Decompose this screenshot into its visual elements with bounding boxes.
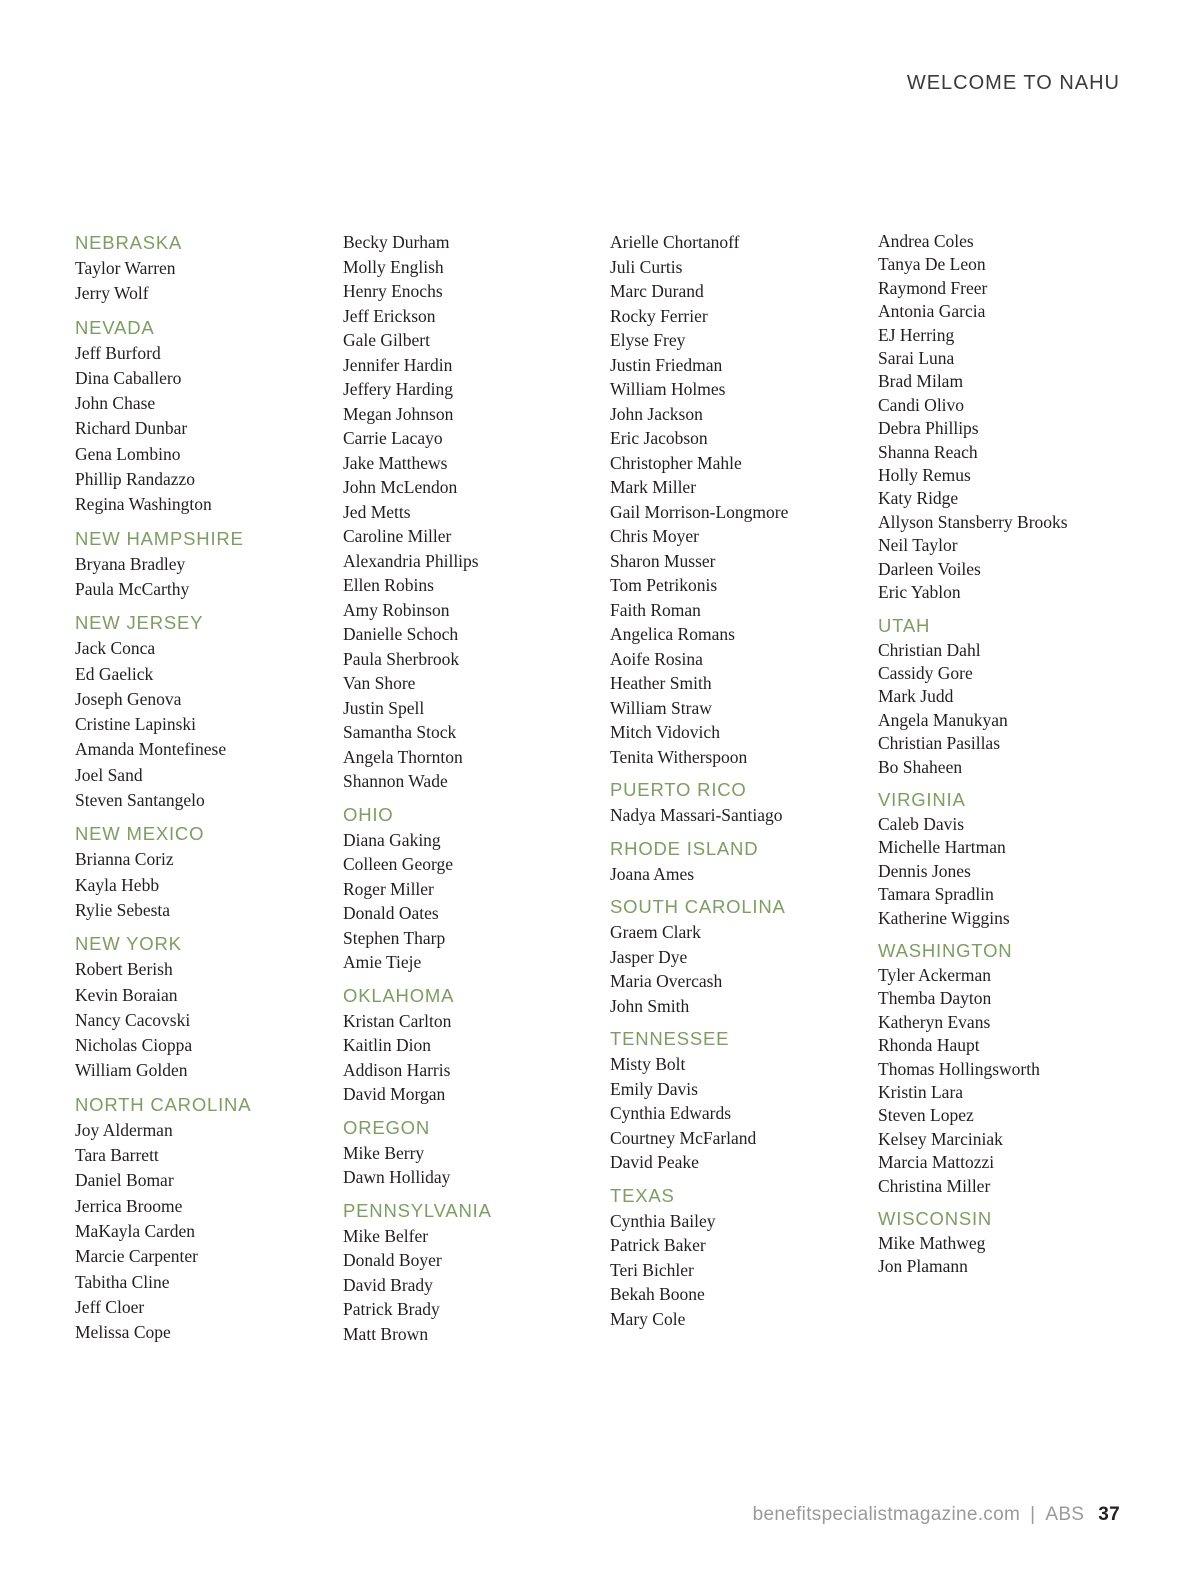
member-name: Joy Alderman (75, 1119, 173, 1140)
member-name: Joseph Genova (75, 688, 182, 709)
member-name: Marcie Carpenter (75, 1246, 198, 1267)
member-name: Phillip Randazzo (75, 469, 196, 490)
member-name: Sharon Musser (610, 550, 716, 571)
member-name: John Jackson (610, 403, 703, 424)
member-name: Cynthia Edwards (610, 1103, 732, 1123)
member-name: Melissa Cope (75, 1322, 171, 1343)
member-name: Antonia Garcia (878, 301, 986, 322)
member-name: Patrick Baker (610, 1235, 706, 1255)
member-name: Misty Bolt (610, 1054, 686, 1074)
member-name: John Chase (75, 393, 156, 414)
member-name: Katy Ridge (878, 488, 959, 509)
member-name: Teri Bichler (610, 1259, 694, 1280)
member-name: Joana Ames (610, 863, 695, 884)
column-1 (75, 230, 335, 1345)
member-name: Molly English (343, 256, 444, 277)
member-name: Angela Manukyan (878, 709, 1008, 730)
state-heading: NEW YORK (75, 933, 182, 955)
member-name: Rhonda Haupt (878, 1035, 980, 1056)
member-name: Jerrica Broome (75, 1195, 183, 1216)
member-name: Sarai Luna (878, 348, 955, 369)
member-name: Amie Tieje (343, 952, 422, 972)
member-name: Amanda Montefinese (75, 739, 227, 760)
member-name: Patrick Brady (343, 1299, 440, 1319)
state-heading: VIRGINIA (878, 788, 966, 810)
member-name: Amy Robinson (343, 599, 450, 620)
member-name: Katheryn Evans (878, 1011, 991, 1032)
state-heading: NEBRASKA (75, 232, 183, 253)
member-name: Graem Clark (610, 922, 701, 942)
member-name: Angelica Romans (610, 624, 735, 644)
member-name: Nadya Massari-Santiago (610, 805, 783, 825)
member-name: Jerry Wolf (75, 283, 149, 304)
member-name: Kristin Lara (878, 1082, 964, 1102)
member-name: Eric Yablon (878, 582, 961, 603)
member-name: Samantha Stock (343, 722, 457, 742)
member-name: Paula Sherbrook (343, 648, 460, 669)
state-heading: NEW HAMPSHIRE (75, 527, 244, 549)
member-name: Kaitlin Dion (343, 1035, 431, 1055)
member-name: David Peake (610, 1152, 699, 1172)
member-name: Jasper Dye (610, 946, 688, 967)
member-name: Mike Belfer (343, 1225, 429, 1246)
member-name: Colleen George (343, 854, 453, 874)
member-name: Themba Dayton (878, 988, 992, 1009)
member-name: Nicholas Cioppa (75, 1035, 193, 1056)
member-name: Tom Petrikonis (610, 575, 718, 595)
member-name: Maria Overcash (610, 971, 723, 991)
page-header-title: WELCOME TO NAHU (906, 72, 1120, 94)
member-name: Jeff Cloer (75, 1296, 145, 1317)
member-name: Taylor Warren (75, 258, 176, 278)
member-name: Aoife Rosina (610, 648, 703, 669)
footer-section: ABS (1045, 1504, 1085, 1525)
member-name: Andrea Coles (878, 231, 974, 251)
column-4 (878, 230, 1138, 1279)
state-heading: NORTH CAROLINA (75, 1093, 252, 1115)
member-name: Arielle Chortanoff (610, 232, 740, 252)
member-name: Neil Taylor (878, 535, 958, 556)
member-name: Bryana Bradley (75, 553, 186, 574)
page-number: 37 (1098, 1504, 1120, 1525)
member-name: Kristan Carlton (343, 1010, 452, 1031)
state-heading: NEW JERSEY (75, 612, 204, 634)
member-name: Mark Judd (878, 686, 954, 707)
member-name: Jon Plamann (878, 1256, 968, 1277)
member-name: EJ Herring (878, 324, 955, 345)
member-name: Thomas Hollingsworth (878, 1058, 1040, 1079)
member-name: Angela Thornton (343, 746, 463, 767)
member-name: Gena Lombino (75, 443, 181, 464)
member-name: Christian Dahl (878, 639, 981, 660)
member-name: Emily Davis (610, 1078, 698, 1099)
member-name: Juli Curtis (610, 256, 683, 277)
member-name: Rocky Ferrier (610, 305, 708, 326)
member-name: Justin Friedman (610, 354, 723, 375)
member-name: Bo Shaheen (878, 756, 963, 777)
member-name: Carrie Lacayo (343, 428, 443, 448)
state-heading: RHODE ISLAND (610, 837, 759, 859)
member-name: Jeff Burford (75, 342, 161, 363)
member-name: Danielle Schoch (343, 624, 459, 644)
member-name: Brianna Coriz (75, 849, 174, 870)
member-name: Richard Dunbar (75, 418, 188, 439)
state-heading: SOUTH CAROLINA (610, 896, 786, 917)
member-name: Raymond Freer (878, 277, 988, 298)
member-name: Jeffery Harding (343, 379, 453, 399)
member-name: Caroline Miller (343, 526, 452, 546)
member-name: William Straw (610, 697, 712, 718)
member-name: Justin Spell (343, 697, 425, 718)
member-name: Marcia Mattozzi (878, 1152, 995, 1173)
member-name: Darleen Voiles (878, 558, 981, 579)
state-heading: PENNSYLVANIA (343, 1199, 492, 1221)
member-name: Tanya De Leon (878, 254, 986, 275)
member-name: Heather Smith (610, 673, 712, 693)
member-name: Donald Boyer (343, 1250, 442, 1270)
member-name: Michelle Hartman (878, 837, 1006, 858)
member-name: Roger Miller (343, 878, 434, 899)
state-heading: NEVADA (75, 316, 155, 338)
member-name: Van Shore (343, 673, 416, 693)
state-heading: OREGON (343, 1116, 431, 1138)
member-name: Jeff Erickson (343, 305, 436, 326)
member-name: Rylie Sebesta (75, 899, 171, 920)
member-name: Christina Miller (878, 1175, 991, 1196)
member-name: Mike Mathweg (878, 1233, 986, 1254)
member-name: Joel Sand (75, 764, 143, 785)
member-name: Daniel Bomar (75, 1170, 174, 1191)
member-name: Stephen Tharp (343, 927, 446, 948)
member-name: Marc Durand (610, 281, 704, 301)
member-name: Paula McCarthy (75, 578, 190, 599)
footer-separator: | (1030, 1504, 1036, 1525)
member-name: Henry Enochs (343, 281, 443, 301)
member-name: MaKayla Carden (75, 1220, 196, 1241)
member-name: Cristine Lapinski (75, 714, 197, 735)
member-name: Jennifer Hardin (343, 354, 453, 375)
member-name: Gale Gilbert (343, 330, 430, 350)
member-name: Addison Harris (343, 1059, 451, 1080)
member-name: Becky Durham (343, 232, 450, 252)
member-name: Mary Cole (610, 1308, 686, 1329)
member-name: Mitch Vidovich (610, 722, 720, 742)
member-name: John Smith (610, 995, 690, 1016)
state-heading: TEXAS (610, 1184, 675, 1206)
member-name: Dina Caballero (75, 367, 182, 388)
state-heading: WASHINGTON (878, 939, 1013, 961)
member-name: John McLendon (343, 477, 458, 497)
member-name: Steven Lopez (878, 1105, 974, 1126)
member-name: Shannon Wade (343, 771, 448, 791)
member-name: Robert Berish (75, 959, 173, 980)
member-name: Kayla Hebb (75, 874, 160, 895)
member-name: Holly Remus (878, 465, 971, 486)
member-name: Kevin Boraian (75, 984, 178, 1005)
member-name: William Golden (75, 1060, 188, 1081)
member-name: Jed Metts (343, 501, 411, 522)
member-name: Diana Gaking (343, 829, 441, 850)
member-name: Christopher Mahle (610, 452, 742, 473)
page-footer (753, 1504, 1120, 1526)
member-name: Candi Olivo (878, 394, 965, 415)
member-name: Megan Johnson (343, 403, 454, 424)
column-3 (610, 230, 870, 1331)
member-name: Gail Morrison-Longmore (610, 501, 789, 522)
member-name: Cassidy Gore (878, 662, 973, 683)
member-name: Christian Pasillas (878, 733, 1001, 754)
member-name: Allyson Stansberry Brooks (878, 511, 1068, 532)
member-name: Elyse Frey (610, 330, 686, 350)
member-name: David Brady (343, 1274, 433, 1295)
member-name: Tyler Ackerman (878, 964, 991, 985)
member-name: Steven Santangelo (75, 790, 205, 811)
member-name: Caleb Davis (878, 813, 965, 834)
member-name: Dennis Jones (878, 860, 971, 881)
member-name: Cynthia Bailey (610, 1210, 716, 1231)
member-name: Tara Barrett (75, 1145, 159, 1166)
member-name: Alexandria Phillips (343, 550, 479, 571)
member-name: Brad Milam (878, 371, 964, 392)
member-name: Mike Berry (343, 1142, 425, 1163)
member-name: Debra Phillips (878, 418, 979, 439)
state-heading: OHIO (343, 803, 394, 825)
member-name: Tenita Witherspoon (610, 746, 748, 767)
member-name: Matt Brown (343, 1323, 429, 1344)
member-name: Shanna Reach (878, 441, 978, 462)
state-heading: WISCONSIN (878, 1208, 993, 1230)
member-name: Tamara Spradlin (878, 884, 994, 905)
member-name: Katherine Wiggins (878, 907, 1010, 928)
member-name: Jack Conca (75, 638, 156, 659)
member-name: Nancy Cacovski (75, 1009, 191, 1030)
member-name: Jake Matthews (343, 452, 448, 473)
member-name: Eric Jacobson (610, 428, 708, 448)
member-name: Courtney McFarland (610, 1127, 757, 1148)
member-name: William Holmes (610, 379, 726, 399)
column-2 (343, 230, 603, 1346)
member-name: Bekah Boone (610, 1284, 705, 1304)
member-name: Mark Miller (610, 477, 697, 497)
state-heading: OKLAHOMA (343, 984, 455, 1006)
member-name: Chris Moyer (610, 526, 699, 546)
member-name: Regina Washington (75, 494, 212, 515)
member-name: David Morgan (343, 1084, 446, 1104)
state-heading: NEW MEXICO (75, 823, 205, 845)
member-columns (0, 230, 1200, 1390)
member-name: Tabitha Cline (75, 1271, 170, 1292)
state-heading: UTAH (878, 614, 931, 636)
member-name: Ed Gaelick (75, 663, 154, 684)
state-heading: PUERTO RICO (610, 779, 747, 800)
member-name: Faith Roman (610, 599, 701, 620)
footer-website: benefitspecialistmagazine.com (752, 1504, 1021, 1525)
state-heading: TENNESSEE (610, 1028, 730, 1049)
member-name: Ellen Robins (343, 575, 434, 595)
member-name: Kelsey Marciniak (878, 1128, 1003, 1149)
member-name: Donald Oates (343, 903, 439, 923)
member-name: Dawn Holliday (343, 1167, 451, 1187)
